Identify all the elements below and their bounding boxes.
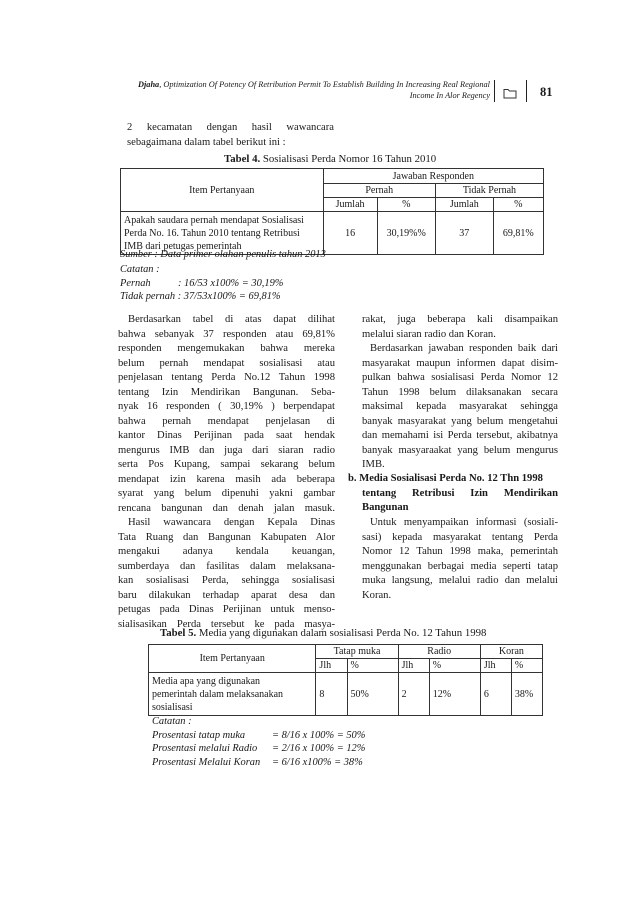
body-line: rencana bangunan dan denah jalan masuk. [118, 502, 335, 514]
body-line: Berdasarkan jawaban responden baik dari [370, 343, 558, 354]
table4-question-line: Perda No. 16. Tahun 2010 tentang Retribusi [124, 227, 300, 239]
table4-subheader: Jumlah [435, 198, 493, 212]
body-line: rakat, juga beberapa kali disampaikan [362, 314, 558, 325]
body-line: petugas pada Dinas Perijinan untuk menso- [118, 604, 335, 615]
body-line: pulkan bahwa sosialisasi Perda Nomor 12 [362, 372, 558, 383]
section-heading-b [348, 472, 558, 516]
table4-caption-label: Tabel 4. [224, 153, 261, 165]
table4-header-tidak: Tidak Pernah [435, 184, 543, 198]
table5 [148, 644, 543, 716]
table5-subheader: % [511, 659, 542, 673]
book-icon [503, 86, 517, 104]
note-line: Tidak pernah : 37/53x100% = 69,81% [120, 291, 281, 302]
body-line: belum pernah mendapat sosialisasi atau [118, 357, 335, 369]
note-label: Catatan : [152, 716, 192, 727]
body-line: nyak 16 responden ( 30,19% ) berpendapat [118, 401, 335, 412]
body-line: Nomor 12 Tahun 1998 maka, pemerintah [362, 546, 558, 557]
table4-caption [224, 153, 436, 165]
body-line: sasi) kepada masyarakat tentang Perda [362, 531, 558, 543]
body-line: Koran. [362, 589, 392, 601]
header-author: Djaha [138, 80, 160, 89]
table5-subheader: Jlh [398, 659, 429, 673]
body-line: menggunakan berbagai media seperti tatap [362, 560, 558, 572]
table4-question-line: Apakah saudara pernah mendapat Sosialisasi [124, 214, 304, 226]
table5-question-line: pemerintah dalam melaksanakan [152, 688, 284, 700]
table4-cell: 37 [435, 212, 493, 255]
body-line: banyak masyarakat yang belum mengetahui [362, 415, 558, 427]
body-line: serta Pos Kupang, sampai sekarang belum [118, 459, 335, 470]
body-line: banyak masyaraakat yang belum mengurus [362, 444, 558, 456]
body-line: sumberdaya dan fasilitas dalam melaksana- [118, 560, 335, 572]
heading-line: tentang Retribusi Izin Mendirikan [362, 487, 558, 499]
body-line: Tata Ruang dan Bangunan Kabupaten Alor [118, 531, 335, 543]
right-column-text-1 [362, 313, 558, 473]
table4-cell: 16 [323, 212, 377, 255]
right-column-text-2 [362, 516, 558, 603]
table5-header-item: Item Pertanyaan [149, 645, 316, 673]
note-key: Prosentasi melalui Radio [152, 743, 258, 754]
note-block-2 [152, 715, 365, 769]
table5-cell: 8 [316, 673, 347, 716]
body-line: Hasil wawancara dengan Kepala Dinas [128, 517, 335, 528]
running-header [118, 79, 490, 101]
table5-cell: 2 [398, 673, 429, 716]
table5-question [149, 673, 316, 716]
body-line: baru dilakukan terhadap aparat desa dan [118, 589, 335, 601]
table5-caption [160, 627, 486, 639]
body-line: kan sosialisasi Perda, sehingga sosialisasi [118, 575, 335, 586]
table4-caption-text: Sosialisasi Perda Nomor 16 Tahun 2010 [260, 153, 437, 165]
table4-source: Sumber : Data primer olahan penulis tahun 2013 [120, 249, 326, 260]
body-line: mendapat izin karena masih ada beberapa [118, 473, 335, 485]
body-line: kantor Dinas Perijinan pada saat hendak [118, 430, 335, 441]
intro-line: 2 kecamatan dengan hasil wawancara [127, 122, 334, 133]
page-number: 81 [540, 85, 553, 99]
body-line: IMB. [362, 459, 385, 470]
note-value: : 16/53 x100% = 30,19% [178, 277, 284, 289]
table4-header-pernah: Pernah [323, 184, 435, 198]
body-line: bahwa pernah mendapat penjelasan di [118, 415, 335, 427]
note-line [152, 756, 365, 770]
body-line: mengurus IMB dan juga dari siaran radio [118, 444, 335, 456]
table5-subheader: Jlh [316, 659, 347, 673]
table5-caption-label: Tabel 5. [160, 627, 197, 639]
body-line: melalui siaran radio dan Koran. [362, 328, 496, 340]
header-line-2: Income In Alor Regency [409, 91, 490, 100]
note-key: Pernah [120, 277, 151, 289]
table5-caption-text: Media yang digunakan dalam sosialisasi Perda No. 12 Tahun 1998 [196, 627, 487, 639]
note-key: Prosentasi tatap muka [152, 729, 246, 741]
note-value: = 6/16 x100% = 38% [272, 756, 363, 768]
table5-cell: 6 [480, 673, 511, 716]
heading-line: Bangunan [362, 502, 409, 513]
note-key: Prosentasi Melalui Koran [152, 756, 261, 768]
header-title-1: , Optimization Of Potency Of Retribution Permit To Establish Building In Increasing Real Regional [159, 80, 490, 89]
table4-header-group: Jawaban Responden [323, 169, 543, 184]
table5-header-radio: Radio [398, 645, 480, 659]
heading-line: b. Media Sosialisasi Perda No. 12 Thn 1998 [348, 473, 543, 484]
note-label: Catatan : [120, 264, 160, 275]
header-line-1 [118, 79, 490, 90]
table4-cell: 30,19%% [377, 212, 435, 255]
table4-subheader: % [493, 198, 543, 212]
table4-subheader: % [377, 198, 435, 212]
table5-header-koran: Koran [480, 645, 542, 659]
table5-cell: 38% [511, 673, 542, 716]
note-line [120, 277, 283, 291]
intro-line: sebagaimana dalam tabel berikut ini : [127, 136, 286, 148]
body-line: sialisasikan Perda tersebut ke pada masya- [118, 618, 335, 630]
table5-cell: 12% [429, 673, 480, 716]
body-line: responden mengemukakan bahwa mereka [118, 343, 335, 354]
left-column-text [118, 313, 335, 632]
table4-subheader: Jumlah [323, 198, 377, 212]
table5-subheader: % [429, 659, 480, 673]
note-value: = 8/16 x 100% = 50% [272, 729, 366, 741]
intro-paragraph [127, 121, 334, 150]
table5-question-line: sosialisasi [152, 701, 193, 713]
body-line: Untuk menyampaikan informasi (sosiali- [370, 517, 558, 528]
header-rule-left [494, 80, 495, 102]
table5-subheader: % [347, 659, 398, 673]
body-line: masyarakat maupun informen dapat disim- [362, 357, 558, 369]
table5-header-tatap: Tatap muka [316, 645, 398, 659]
note-line [152, 742, 365, 756]
table5-cell: 50% [347, 673, 398, 716]
body-line: maksimal kepada masyarakat sehingga [362, 401, 558, 412]
table4-question-line: IMB dari petugas pemerintah [124, 240, 242, 252]
header-rule-right [526, 80, 527, 102]
body-line: syarat yang belum dipenuhi yakni gambar [118, 488, 335, 499]
table4 [120, 168, 544, 255]
body-line: Berdasarkan tabel di atas dapat dilihat [128, 314, 335, 325]
note-line [152, 729, 365, 743]
note-value: = 2/16 x 100% = 12% [272, 743, 366, 754]
body-line: tentang Izin Mendirikan Bangunan. Seba- [118, 386, 335, 398]
table5-question-line: Media apa yang digunakan [152, 675, 261, 687]
body-line: penjelasan tentang Perda No.12 Tahun 1998 [118, 372, 335, 383]
body-line: muka langsung, melalui radio dan melalui [362, 575, 558, 586]
body-line: bahwa sebanyak 37 responden atau 69,81% [118, 328, 335, 340]
note-block-1 [120, 263, 283, 304]
table4-cell: 69,81% [493, 212, 543, 255]
table5-subheader: Jlh [480, 659, 511, 673]
table4-header-item: Item Pertanyaan [121, 169, 324, 212]
body-line: Tahun 1998 belum dilaksanakan secara [362, 386, 558, 398]
body-line: mengakui adanya kendala keuangan, [118, 546, 335, 557]
body-line: dan memahami isi Perda tersebut, akibatnya [362, 430, 558, 441]
